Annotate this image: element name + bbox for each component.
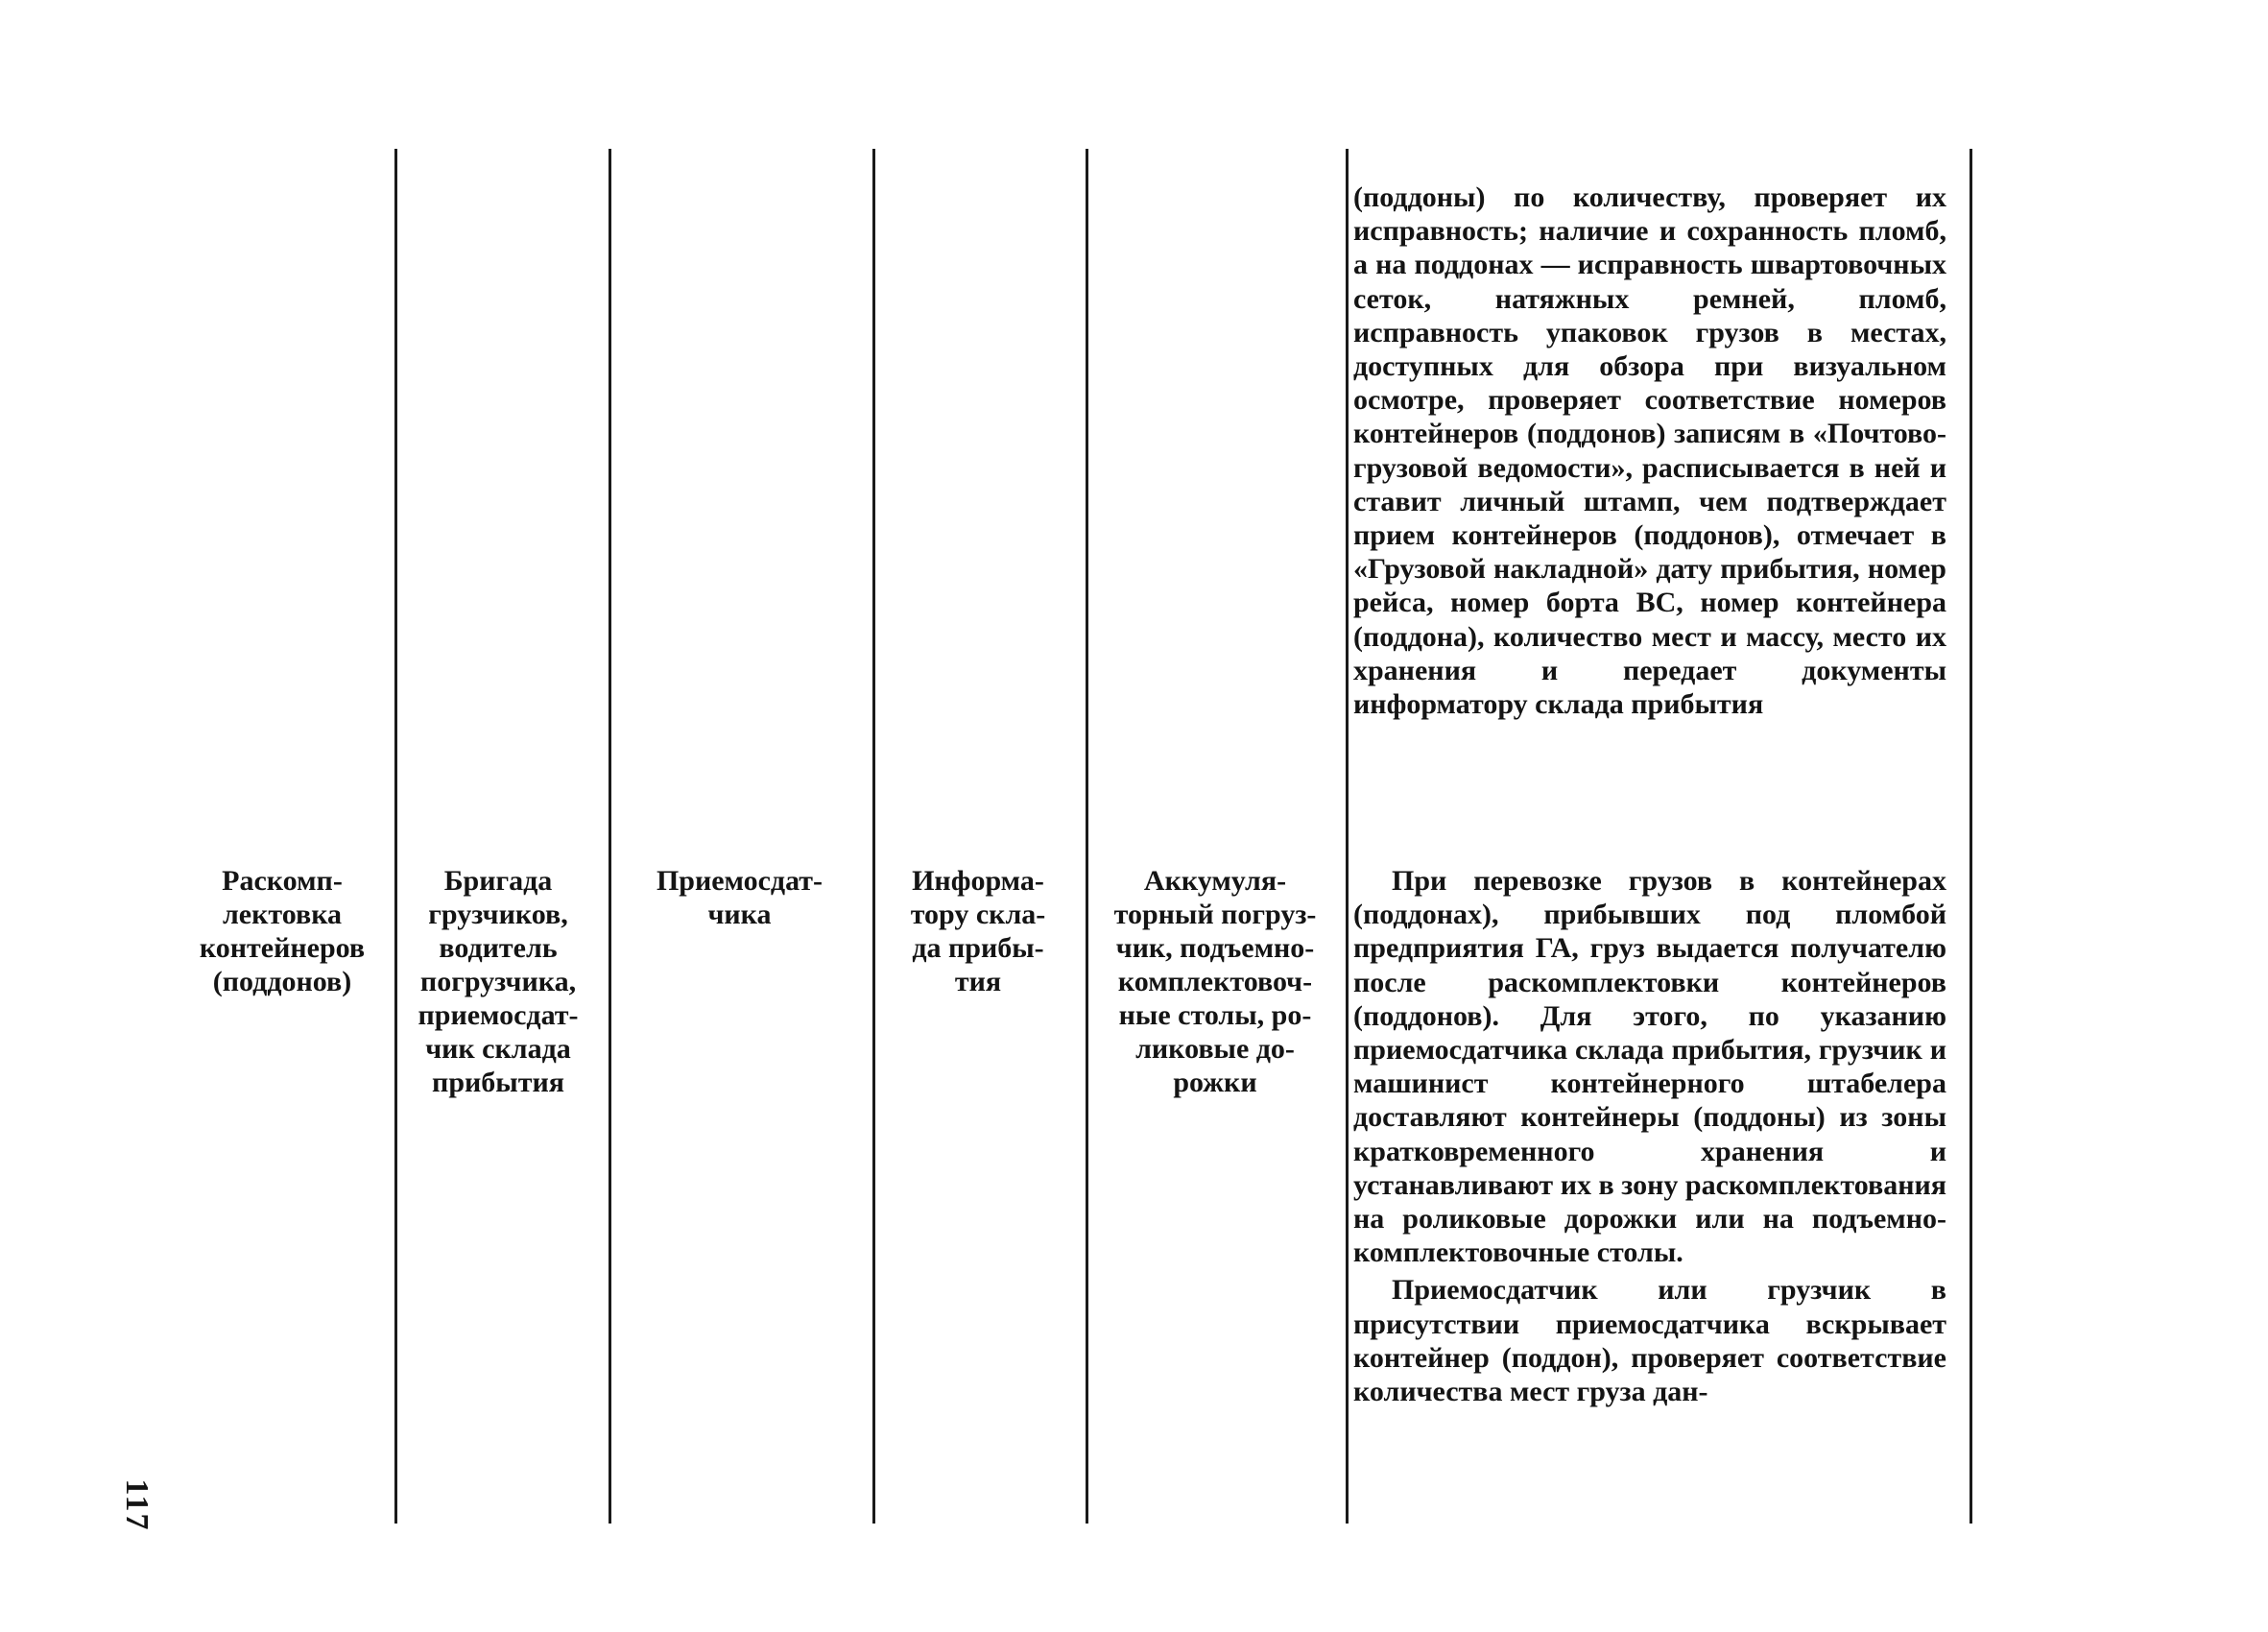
table-rule-5 [1346, 149, 1349, 1524]
table-rule-4 [1086, 149, 1088, 1524]
description-paragraph-2: Приемосдатчик или грузчик в присутствии приемосдатчика вскрывает контейнер (поддон), проверяет соответствие количества мест груза дан- [1353, 1274, 1946, 1408]
operation-cell: Раскомп- лектовка контейнеров (поддонов) [199, 865, 366, 997]
controller-cell: Приемосдат- чика [656, 865, 824, 930]
page-number: 117 [119, 1478, 155, 1532]
table-rule-1 [394, 149, 397, 1524]
table-rule-3 [872, 149, 875, 1524]
document-recipient-cell: Информа- тору скла- да прибы- тия [910, 865, 1046, 997]
table-rule-6 [1970, 149, 1972, 1524]
description-continuation [1353, 180, 1946, 721]
description-main [1353, 864, 1946, 1408]
description-paragraph-1: При перевозке грузов в контейнерах (поддонах), прибывших под пломбой предприятия ГА, груз выдается получателю после раскомплектовки контейнеров (поддонов). Для этого, по указанию приемосдатчика склада прибытия, грузчик и машинист контейнерного штабелера доставляют контейнеры (поддоны) из зоны кратковременного хранения и устанавливают их в зону раскомплектования на роликовые дорожки или на подъемно-комплектовочные столы. [1353, 865, 1946, 1269]
executors-cell: Бригада грузчиков, водитель погрузчика, приемосдат- чик склада прибытия [418, 865, 579, 1098]
equipment-cell: Аккумуля- торный погруз- чик, подъемно- комплектовоч- ные столы, ро- ликовые до- рожки [1113, 865, 1317, 1098]
table-rule-2 [609, 149, 611, 1524]
description-continuation-text: (поддоны) по количеству, проверяет их исправность; наличие и сохранность пломб, а на поддонах — исправность швартовочных сеток, натяжных ремней, пломб, исправность упаковок грузов в местах, доступных для обзора при визуальном осмотре, проверяет соответствие номеров контейнеров (поддонов) записям в «Почтово-грузовой ведомости», расписывается в ней и ставит личный штамп, чем подтверждает прием контейнеров (поддонов), отмечает в «Грузовой накладной» дату прибытия, номер рейса, номер борта ВС, номер контейнера (поддона), количество мест и массу, место их хранения и передает документы информатору склада прибытия [1353, 181, 1946, 721]
